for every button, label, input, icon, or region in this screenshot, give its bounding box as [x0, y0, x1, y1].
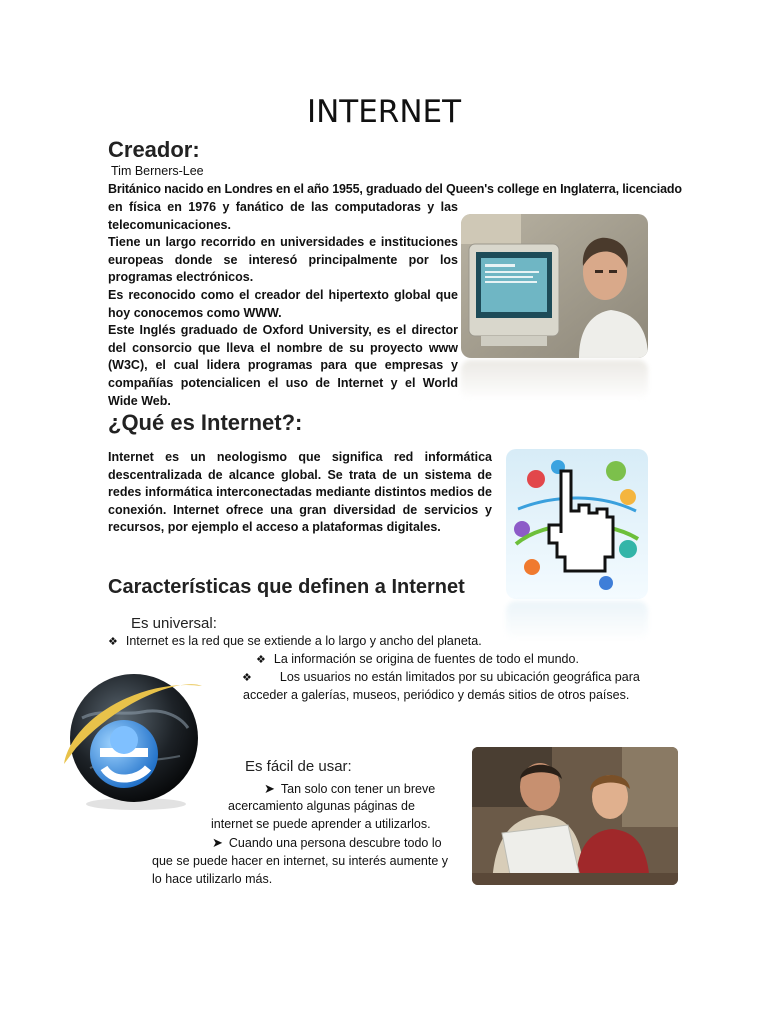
facil-bullet-1 — [264, 781, 435, 797]
diamond-bullet-icon: ❖ — [256, 654, 266, 666]
bullet-3-text-line-1: Los usuarios no están limitados por su ubicación geográfica para — [279, 670, 640, 684]
creador-paragraph-1: en física en 1976 y fanático de las computadoras y las telecomunicaciones. — [108, 200, 458, 232]
facil-bullet-2-line-3: lo hace utilizarlo más. — [152, 872, 273, 886]
facil-bullet-2-line-1: Cuando una persona descubre todo lo — [228, 836, 442, 850]
creador-paragraph-2: Tiene un largo recorrido en universidades e instituciones europeas donde se interesó principalmente por los programas electrónicos. — [108, 235, 458, 285]
facil-bullet-2-line-2: que se puede hacer en internet, su interés aumente y — [152, 854, 449, 868]
universal-bullet-3 — [242, 670, 640, 684]
hand-cursor-illustration — [506, 449, 648, 599]
facil-bullet-2 — [212, 835, 442, 851]
tim-berners-lee-photo — [461, 214, 648, 358]
que-es-heading: ¿Qué es Internet?: — [108, 410, 303, 435]
bullet-2-text: La información se origina de fuentes de todo el mundo. — [273, 652, 579, 666]
internet-hand-cursor-image — [506, 449, 648, 599]
internet-explorer-globe-logo — [62, 668, 210, 812]
facil-bullet-1-line-2: acercamiento algunas páginas de — [228, 799, 415, 813]
universal-bullet-2 — [256, 652, 579, 666]
family-photo-illustration — [472, 747, 678, 885]
creador-paragraph-4: Este Inglés graduado de Oxford University, es el director del consorcio que lleva el nombre de su proyecto www (W3C), el cual lidera programas para que empresas y compañías potencialicen el uso de Internet y el World Wide Web. — [108, 323, 458, 408]
creador-paragraphs — [108, 199, 458, 410]
arrow-bullet-icon: ➤ — [264, 781, 275, 796]
family-laptop-photo — [472, 747, 678, 885]
bullet-1-text: Internet es la red que se extiende a lo largo y ancho del planeta. — [125, 634, 482, 648]
facil-subheading: Es fácil de usar: — [245, 758, 352, 775]
diamond-bullet-icon: ❖ — [242, 672, 252, 684]
facil-bullet-1-line-1: Tan solo con tener un breve — [280, 782, 436, 796]
page-title: INTERNET — [306, 94, 462, 130]
cursor-image-reflection — [506, 601, 648, 641]
caracteristicas-heading: Características que definen a Internet — [108, 576, 465, 598]
facil-bullet-1-line-3: internet se puede aprender a utilizarlos. — [211, 817, 431, 831]
universal-subheading: Es universal: — [131, 615, 217, 632]
diamond-bullet-icon: ❖ — [108, 636, 118, 648]
universal-bullet-3-line-2: acceder a galerías, museos, periódico y demás sitios de otros países. — [243, 688, 630, 702]
photo-reflection — [461, 360, 648, 400]
photo-illustration — [461, 214, 648, 358]
que-es-text: Internet es un neologismo que significa red informática descentralizada de alcance global. Se trata de un sistema de redes informática interconectadas mediante distintos medios de conexión. Internet ofrece una gran diversidad de servicios y recursos, por ejemplo el acceso a plataformas digitales. — [108, 450, 492, 535]
creador-paragraph-3: Es reconocido como el creador del hipertexto global que hoy conocemos como WWW. — [108, 287, 458, 320]
arrow-bullet-icon: ➤ — [212, 835, 223, 850]
ie-globe-illustration — [62, 668, 210, 812]
universal-bullet-1 — [108, 634, 482, 648]
creador-line1: Británico nacido en Londres en el año 1955, graduado del Queen's college en Inglaterra, licenciado — [108, 182, 682, 196]
creador-heading: Creador: — [108, 137, 200, 162]
creator-name: Tim Berners-Lee — [111, 164, 204, 178]
